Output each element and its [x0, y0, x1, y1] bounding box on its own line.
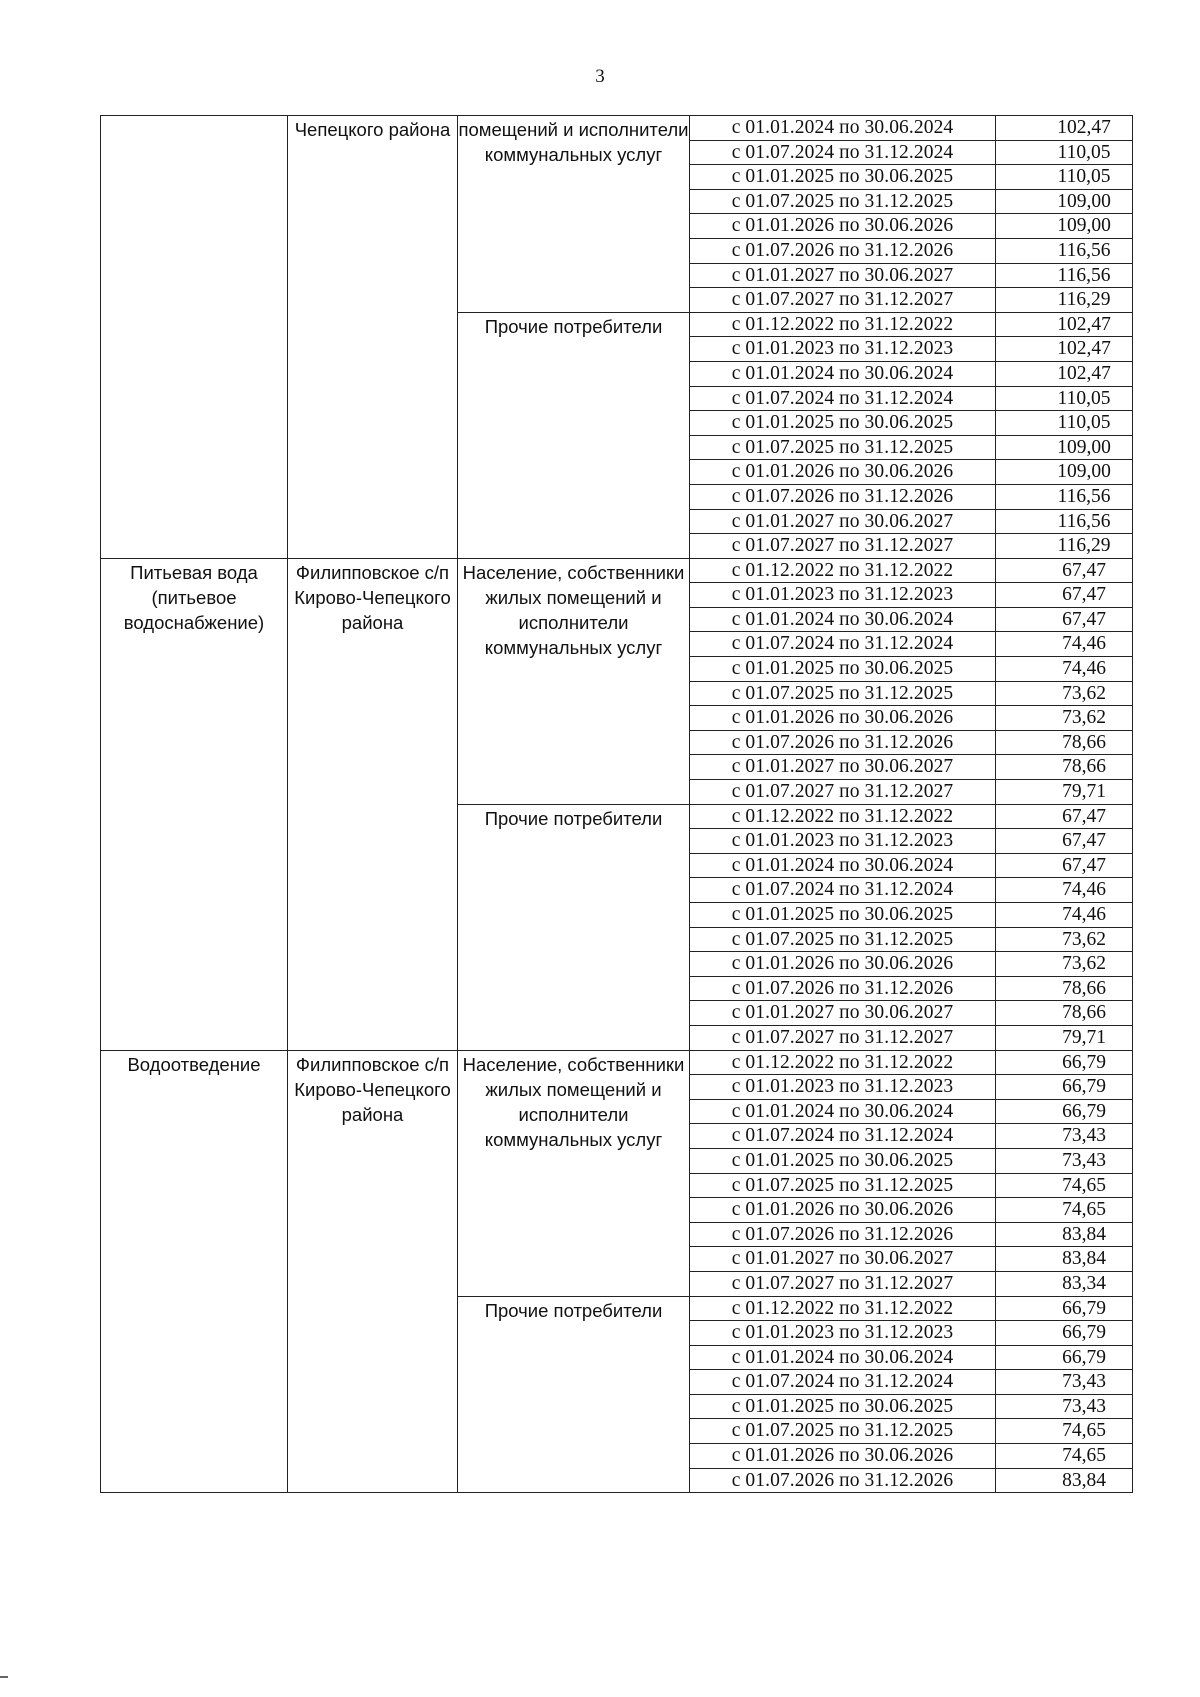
period-cell: с 01.07.2024 по 31.12.2024 [690, 1124, 996, 1149]
period-cell: с 01.01.2025 по 30.06.2025 [690, 165, 996, 190]
tariff-value-cell: 74,46 [996, 657, 1133, 682]
period-cell: с 01.07.2027 по 31.12.2027 [690, 1271, 996, 1296]
consumer-cell: помещений и исполнители коммунальных услуг [458, 116, 690, 313]
period-cell: с 01.07.2026 по 31.12.2026 [690, 1222, 996, 1247]
tariff-value-cell: 66,79 [996, 1321, 1133, 1346]
period-cell: с 01.07.2026 по 31.12.2026 [690, 976, 996, 1001]
tariff-value-cell: 67,47 [996, 607, 1133, 632]
period-cell: с 01.07.2025 по 31.12.2025 [690, 189, 996, 214]
tariff-value-cell: 102,47 [996, 312, 1133, 337]
service-cell [101, 116, 288, 559]
tariff-value-cell: 73,62 [996, 681, 1133, 706]
period-cell: с 01.07.2024 по 31.12.2024 [690, 878, 996, 903]
period-cell: с 01.01.2026 по 30.06.2026 [690, 952, 996, 977]
consumer-cell: Прочие потребители [458, 1296, 690, 1493]
period-cell: с 01.01.2026 по 30.06.2026 [690, 214, 996, 239]
tariff-value-cell: 73,43 [996, 1124, 1133, 1149]
period-cell: с 01.01.2027 по 30.06.2027 [690, 509, 996, 534]
tariff-value-cell: 74,46 [996, 903, 1133, 928]
period-cell: с 01.07.2027 по 31.12.2027 [690, 534, 996, 559]
tariff-value-cell: 78,66 [996, 730, 1133, 755]
period-cell: с 01.07.2027 по 31.12.2027 [690, 288, 996, 313]
tariff-value-cell: 67,47 [996, 853, 1133, 878]
tariff-value-cell: 116,29 [996, 534, 1133, 559]
tariff-value-cell: 83,84 [996, 1468, 1133, 1493]
period-cell: с 01.01.2027 по 30.06.2027 [690, 1247, 996, 1272]
tariff-value-cell: 66,79 [996, 1345, 1133, 1370]
territory-cell: Филипповское с/п Кирово-Чепецкого района [288, 1050, 458, 1493]
tariff-value-cell: 74,65 [996, 1444, 1133, 1469]
period-cell: с 01.12.2022 по 31.12.2022 [690, 312, 996, 337]
tariff-value-cell: 66,79 [996, 1296, 1133, 1321]
period-cell: с 01.01.2025 по 30.06.2025 [690, 1148, 996, 1173]
tariff-value-cell: 66,79 [996, 1075, 1133, 1100]
period-cell: с 01.07.2024 по 31.12.2024 [690, 632, 996, 657]
period-cell: с 01.01.2023 по 31.12.2023 [690, 829, 996, 854]
tariff-value-cell: 78,66 [996, 755, 1133, 780]
period-cell: с 01.07.2024 по 31.12.2024 [690, 140, 996, 165]
tariff-value-cell: 67,47 [996, 558, 1133, 583]
tariff-value-cell: 67,47 [996, 829, 1133, 854]
tariff-value-cell: 83,84 [996, 1247, 1133, 1272]
tariff-value-cell: 116,56 [996, 484, 1133, 509]
period-cell: с 01.07.2025 по 31.12.2025 [690, 1173, 996, 1198]
tariff-value-cell: 116,56 [996, 238, 1133, 263]
period-cell: с 01.01.2023 по 31.12.2023 [690, 1075, 996, 1100]
tariff-value-cell: 116,56 [996, 509, 1133, 534]
period-cell: с 01.01.2024 по 30.06.2024 [690, 1345, 996, 1370]
period-cell: с 01.01.2023 по 31.12.2023 [690, 1321, 996, 1346]
period-cell: с 01.07.2026 по 31.12.2026 [690, 1468, 996, 1493]
period-cell: с 01.07.2026 по 31.12.2026 [690, 484, 996, 509]
tariff-value-cell: 83,84 [996, 1222, 1133, 1247]
table-row [101, 116, 1133, 141]
tariff-value-cell: 73,62 [996, 927, 1133, 952]
period-cell: с 01.01.2025 по 30.06.2025 [690, 411, 996, 436]
territory-cell: Чепецкого района [288, 116, 458, 559]
period-cell: с 01.07.2026 по 31.12.2026 [690, 730, 996, 755]
period-cell: с 01.07.2024 по 31.12.2024 [690, 1370, 996, 1395]
tariff-value-cell: 74,65 [996, 1173, 1133, 1198]
consumer-cell: Прочие потребители [458, 312, 690, 558]
tariff-value-cell: 73,62 [996, 952, 1133, 977]
period-cell: с 01.07.2025 по 31.12.2025 [690, 435, 996, 460]
tariff-table-body [101, 116, 1133, 1493]
tariff-value-cell: 73,43 [996, 1394, 1133, 1419]
period-cell: с 01.01.2025 по 30.06.2025 [690, 903, 996, 928]
tariff-value-cell: 66,79 [996, 1099, 1133, 1124]
tariff-value-cell: 67,47 [996, 583, 1133, 608]
tariff-value-cell: 78,66 [996, 1001, 1133, 1026]
tariff-value-cell: 109,00 [996, 214, 1133, 239]
period-cell: с 01.12.2022 по 31.12.2022 [690, 558, 996, 583]
period-cell: с 01.01.2024 по 30.06.2024 [690, 1099, 996, 1124]
tariff-value-cell: 102,47 [996, 337, 1133, 362]
scan-edge-mark [0, 1676, 8, 1678]
tariff-value-cell: 110,05 [996, 386, 1133, 411]
period-cell: с 01.01.2027 по 30.06.2027 [690, 263, 996, 288]
territory-cell: Филипповское с/п Кирово-Чепецкого района [288, 558, 458, 1050]
period-cell: с 01.07.2027 по 31.12.2027 [690, 780, 996, 805]
period-cell: с 01.07.2025 по 31.12.2025 [690, 681, 996, 706]
consumer-cell: Прочие потребители [458, 804, 690, 1050]
period-cell: с 01.01.2025 по 30.06.2025 [690, 1394, 996, 1419]
tariff-value-cell: 74,65 [996, 1419, 1133, 1444]
period-cell: с 01.01.2027 по 30.06.2027 [690, 755, 996, 780]
table-row [101, 558, 1133, 583]
period-cell: с 01.01.2024 по 30.06.2024 [690, 116, 996, 141]
period-cell: с 01.07.2026 по 31.12.2026 [690, 238, 996, 263]
period-cell: с 01.01.2026 по 30.06.2026 [690, 1198, 996, 1223]
tariff-value-cell: 109,00 [996, 435, 1133, 460]
period-cell: с 01.12.2022 по 31.12.2022 [690, 1050, 996, 1075]
period-cell: с 01.01.2023 по 31.12.2023 [690, 337, 996, 362]
tariff-value-cell: 102,47 [996, 361, 1133, 386]
tariff-value-cell: 110,05 [996, 411, 1133, 436]
tariff-value-cell: 73,43 [996, 1148, 1133, 1173]
period-cell: с 01.12.2022 по 31.12.2022 [690, 1296, 996, 1321]
tariff-value-cell: 74,46 [996, 878, 1133, 903]
tariff-value-cell: 78,66 [996, 976, 1133, 1001]
period-cell: с 01.07.2024 по 31.12.2024 [690, 386, 996, 411]
period-cell: с 01.01.2023 по 31.12.2023 [690, 583, 996, 608]
tariff-value-cell: 116,56 [996, 263, 1133, 288]
period-cell: с 01.01.2024 по 30.06.2024 [690, 607, 996, 632]
tariff-value-cell: 79,71 [996, 780, 1133, 805]
period-cell: с 01.01.2026 по 30.06.2026 [690, 706, 996, 731]
tariff-value-cell: 73,62 [996, 706, 1133, 731]
period-cell: с 01.12.2022 по 31.12.2022 [690, 804, 996, 829]
tariff-value-cell: 102,47 [996, 116, 1133, 141]
tariff-value-cell: 83,34 [996, 1271, 1133, 1296]
table-row [101, 1050, 1133, 1075]
tariff-value-cell: 110,05 [996, 140, 1133, 165]
period-cell: с 01.01.2026 по 30.06.2026 [690, 460, 996, 485]
tariff-value-cell: 66,79 [996, 1050, 1133, 1075]
tariff-table [100, 115, 1133, 1493]
service-cell: Питьевая вода (питьевое водоснабжение) [101, 558, 288, 1050]
consumer-cell: Население, собственники жилых помещений и исполнители коммунальных услуг [458, 558, 690, 804]
tariff-value-cell: 116,29 [996, 288, 1133, 313]
period-cell: с 01.01.2025 по 30.06.2025 [690, 657, 996, 682]
tariff-value-cell: 73,43 [996, 1370, 1133, 1395]
consumer-cell: Население, собственники жилых помещений и исполнители коммунальных услуг [458, 1050, 690, 1296]
period-cell: с 01.07.2025 по 31.12.2025 [690, 927, 996, 952]
tariff-value-cell: 109,00 [996, 460, 1133, 485]
tariff-value-cell: 109,00 [996, 189, 1133, 214]
tariff-value-cell: 79,71 [996, 1025, 1133, 1050]
page-number: 3 [595, 66, 605, 87]
tariff-value-cell: 110,05 [996, 165, 1133, 190]
period-cell: с 01.01.2026 по 30.06.2026 [690, 1444, 996, 1469]
service-cell: Водоотведение [101, 1050, 288, 1493]
period-cell: с 01.01.2024 по 30.06.2024 [690, 853, 996, 878]
tariff-value-cell: 74,65 [996, 1198, 1133, 1223]
period-cell: с 01.07.2027 по 31.12.2027 [690, 1025, 996, 1050]
tariff-value-cell: 74,46 [996, 632, 1133, 657]
period-cell: с 01.01.2027 по 30.06.2027 [690, 1001, 996, 1026]
period-cell: с 01.07.2025 по 31.12.2025 [690, 1419, 996, 1444]
tariff-value-cell: 67,47 [996, 804, 1133, 829]
period-cell: с 01.01.2024 по 30.06.2024 [690, 361, 996, 386]
